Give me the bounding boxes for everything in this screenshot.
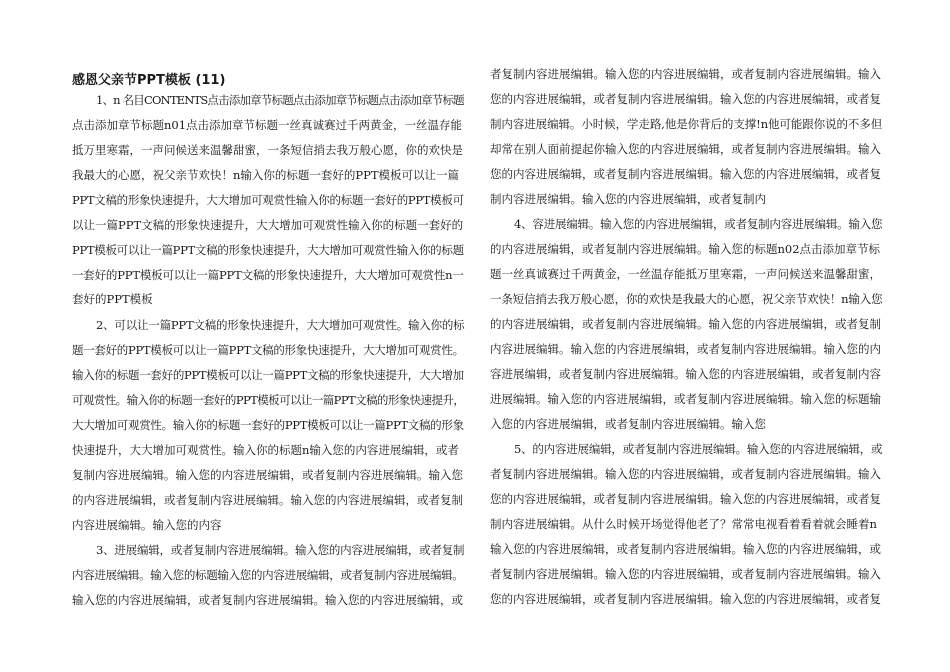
text-line: 内容进展编辑。输入您的内容进展编辑，或者复制内容进展编辑。输入您的内 [490, 342, 881, 356]
text-line: 输入你的标题一套好的PPT模板可以让一篇PPT文稿的形象快速提升，大大增加 [72, 368, 464, 382]
text-line: PPT模板可以让一篇PPT文稿的形象快速提升，大大增加可观赏性输入你的标题 [72, 243, 464, 257]
text-line: 题一丝真诚赛过千两黄金，一丝温存能抵万里寒霜，一声问候送来温馨甜蜜， [490, 267, 881, 281]
text-line: 者复制内容进展编辑。输入您的内容进展编辑，或者复制内容进展编辑。输入 [490, 67, 881, 81]
text-line: 您的内容进展编辑，或者复制内容进展编辑。输入您的内容进展编辑，或者复 [490, 92, 881, 106]
text-line: 一条短信捎去我万般心愿，你的欢快是我最大的心愿，祝父亲节欢快！n输入您 [490, 292, 883, 306]
text-line: 的内容进展编辑，或者复制内容进展编辑。输入您的内容进展编辑，或者复制 [490, 317, 881, 331]
text-line: 您的内容进展编辑，或者复制内容进展编辑。输入您的内容进展编辑，或者复 [490, 492, 881, 506]
text-line: 容进展编辑，或者复制内容进展编辑。输入您的内容进展编辑，或者复制内容 [490, 367, 881, 381]
text-line: 一套好的PPT模板可以让一篇PPT文稿的形象快速提升，大大增加可观赏性n一 [72, 268, 464, 282]
text-line: 制内容进展编辑。从什么时候开场觉得他老了？常常电视看着看着就会睡着n [490, 517, 877, 531]
text-line: 快速提升，大大增加可观赏性。输入你的标题n输入您的内容进展编辑，或者 [72, 443, 459, 457]
text-line: 4、容进展编辑。输入您的内容进展编辑，或者复制内容进展编辑。输入您 [514, 217, 883, 231]
text-line: PPT文稿的形象快速提升，大大增加可观赏性输入你的标题一套好的PPT模板可 [72, 193, 464, 207]
text-line: 者复制内容进展编辑。输入您的内容进展编辑，或者复制内容进展编辑。输入 [490, 567, 881, 581]
text-line: 您的内容进展编辑，或者复制内容进展编辑。输入您的内容进展编辑，或者复 [490, 592, 881, 606]
text-line: 却常在别人面前提起你输入您的内容进展编辑，或者复制内容进展编辑。输入 [490, 142, 881, 156]
text-line: 进展编辑。输入您的内容进展编辑，或者复制内容进展编辑。输入您的标题输 [490, 392, 881, 406]
text-line: 输入您的内容进展编辑，或者复制内容进展编辑。输入您的内容进展编辑，或 [72, 593, 463, 607]
text-line: 您的内容进展编辑，或者复制内容进展编辑。输入您的内容进展编辑，或者复 [490, 167, 881, 181]
text-line: 复制内容进展编辑。输入您的内容进展编辑，或者复制内容进展编辑。输入您 [72, 468, 463, 482]
text-line: 套好的PPT模板 [72, 292, 153, 306]
text-line: 内容进展编辑。输入您的标题输入您的内容进展编辑，或者复制内容进展编辑。 [72, 568, 464, 582]
text-line: 抵万里寒霜，一声问候送来温馨甜蜜，一条短信捎去我万般心愿，你的欢快是 [72, 143, 463, 157]
text-line: 2、可以让一篇PPT文稿的形象快速提升，大大增加可观赏性。输入你的标 [96, 318, 465, 332]
text-line: 大大增加可观赏性。输入你的标题一套好的PPT模板可以让一篇PPT文稿的形象 [72, 418, 464, 432]
text-line: 5、的内容进展编辑，或者复制内容进展编辑。输入您的内容进展编辑，或 [514, 442, 883, 456]
text-line: 题一套好的PPT模板可以让一篇PPT文稿的形象快速提升，大大增加可观赏性。 [72, 343, 464, 357]
text-line: 以让一篇PPT文稿的形象快速提升，大大增加可观赏性输入你的标题一套好的 [72, 218, 464, 232]
text-line: 输入您的内容进展编辑，或者复制内容进展编辑。输入您的内容进展编辑，或 [490, 542, 881, 556]
text-line: 制内容进展编辑。小时候，学走路,他是你背后的支撑!n他可能跟你说的不多但 [490, 117, 883, 131]
text-line: 者复制内容进展编辑。输入您的内容进展编辑，或者复制内容进展编辑。输入 [490, 467, 881, 481]
document-title: 感恩父亲节PPT模板 (11) [72, 73, 226, 88]
text-line: 3、进展编辑，或者复制内容进展编辑。输入您的内容进展编辑，或者复制 [96, 543, 465, 557]
text-line: 制内容进展编辑。输入您的内容进展编辑，或者复制内 [490, 192, 766, 206]
text-line: 的内容进展编辑，或者复制内容进展编辑。输入您的标题n02点击添加章节标 [490, 242, 881, 256]
text-line: 内容进展编辑。输入您的内容 [72, 518, 222, 532]
text-line: 可观赏性。输入你的标题一套好的PPT模板可以让一篇PPT文稿的形象快速提升， [72, 393, 465, 407]
text-line: 的内容进展编辑，或者复制内容进展编辑。输入您的内容进展编辑，或者复制 [72, 493, 463, 507]
text-line: 我最大的心愿，祝父亲节欢快！n输入你的标题一套好的PPT模板可以让一篇 [72, 168, 460, 182]
text-line: 1、n 名目CONTENTS点击添加章节标题点击添加章节标题点击添加章节标题 [96, 93, 464, 107]
text-line: 点击添加章节标题n01点击添加章节标题一丝真诚赛过千两黄金，一丝温存能 [72, 118, 463, 132]
text-line: 入您的内容进展编辑，或者复制内容进展编辑。输入您 [490, 417, 766, 431]
